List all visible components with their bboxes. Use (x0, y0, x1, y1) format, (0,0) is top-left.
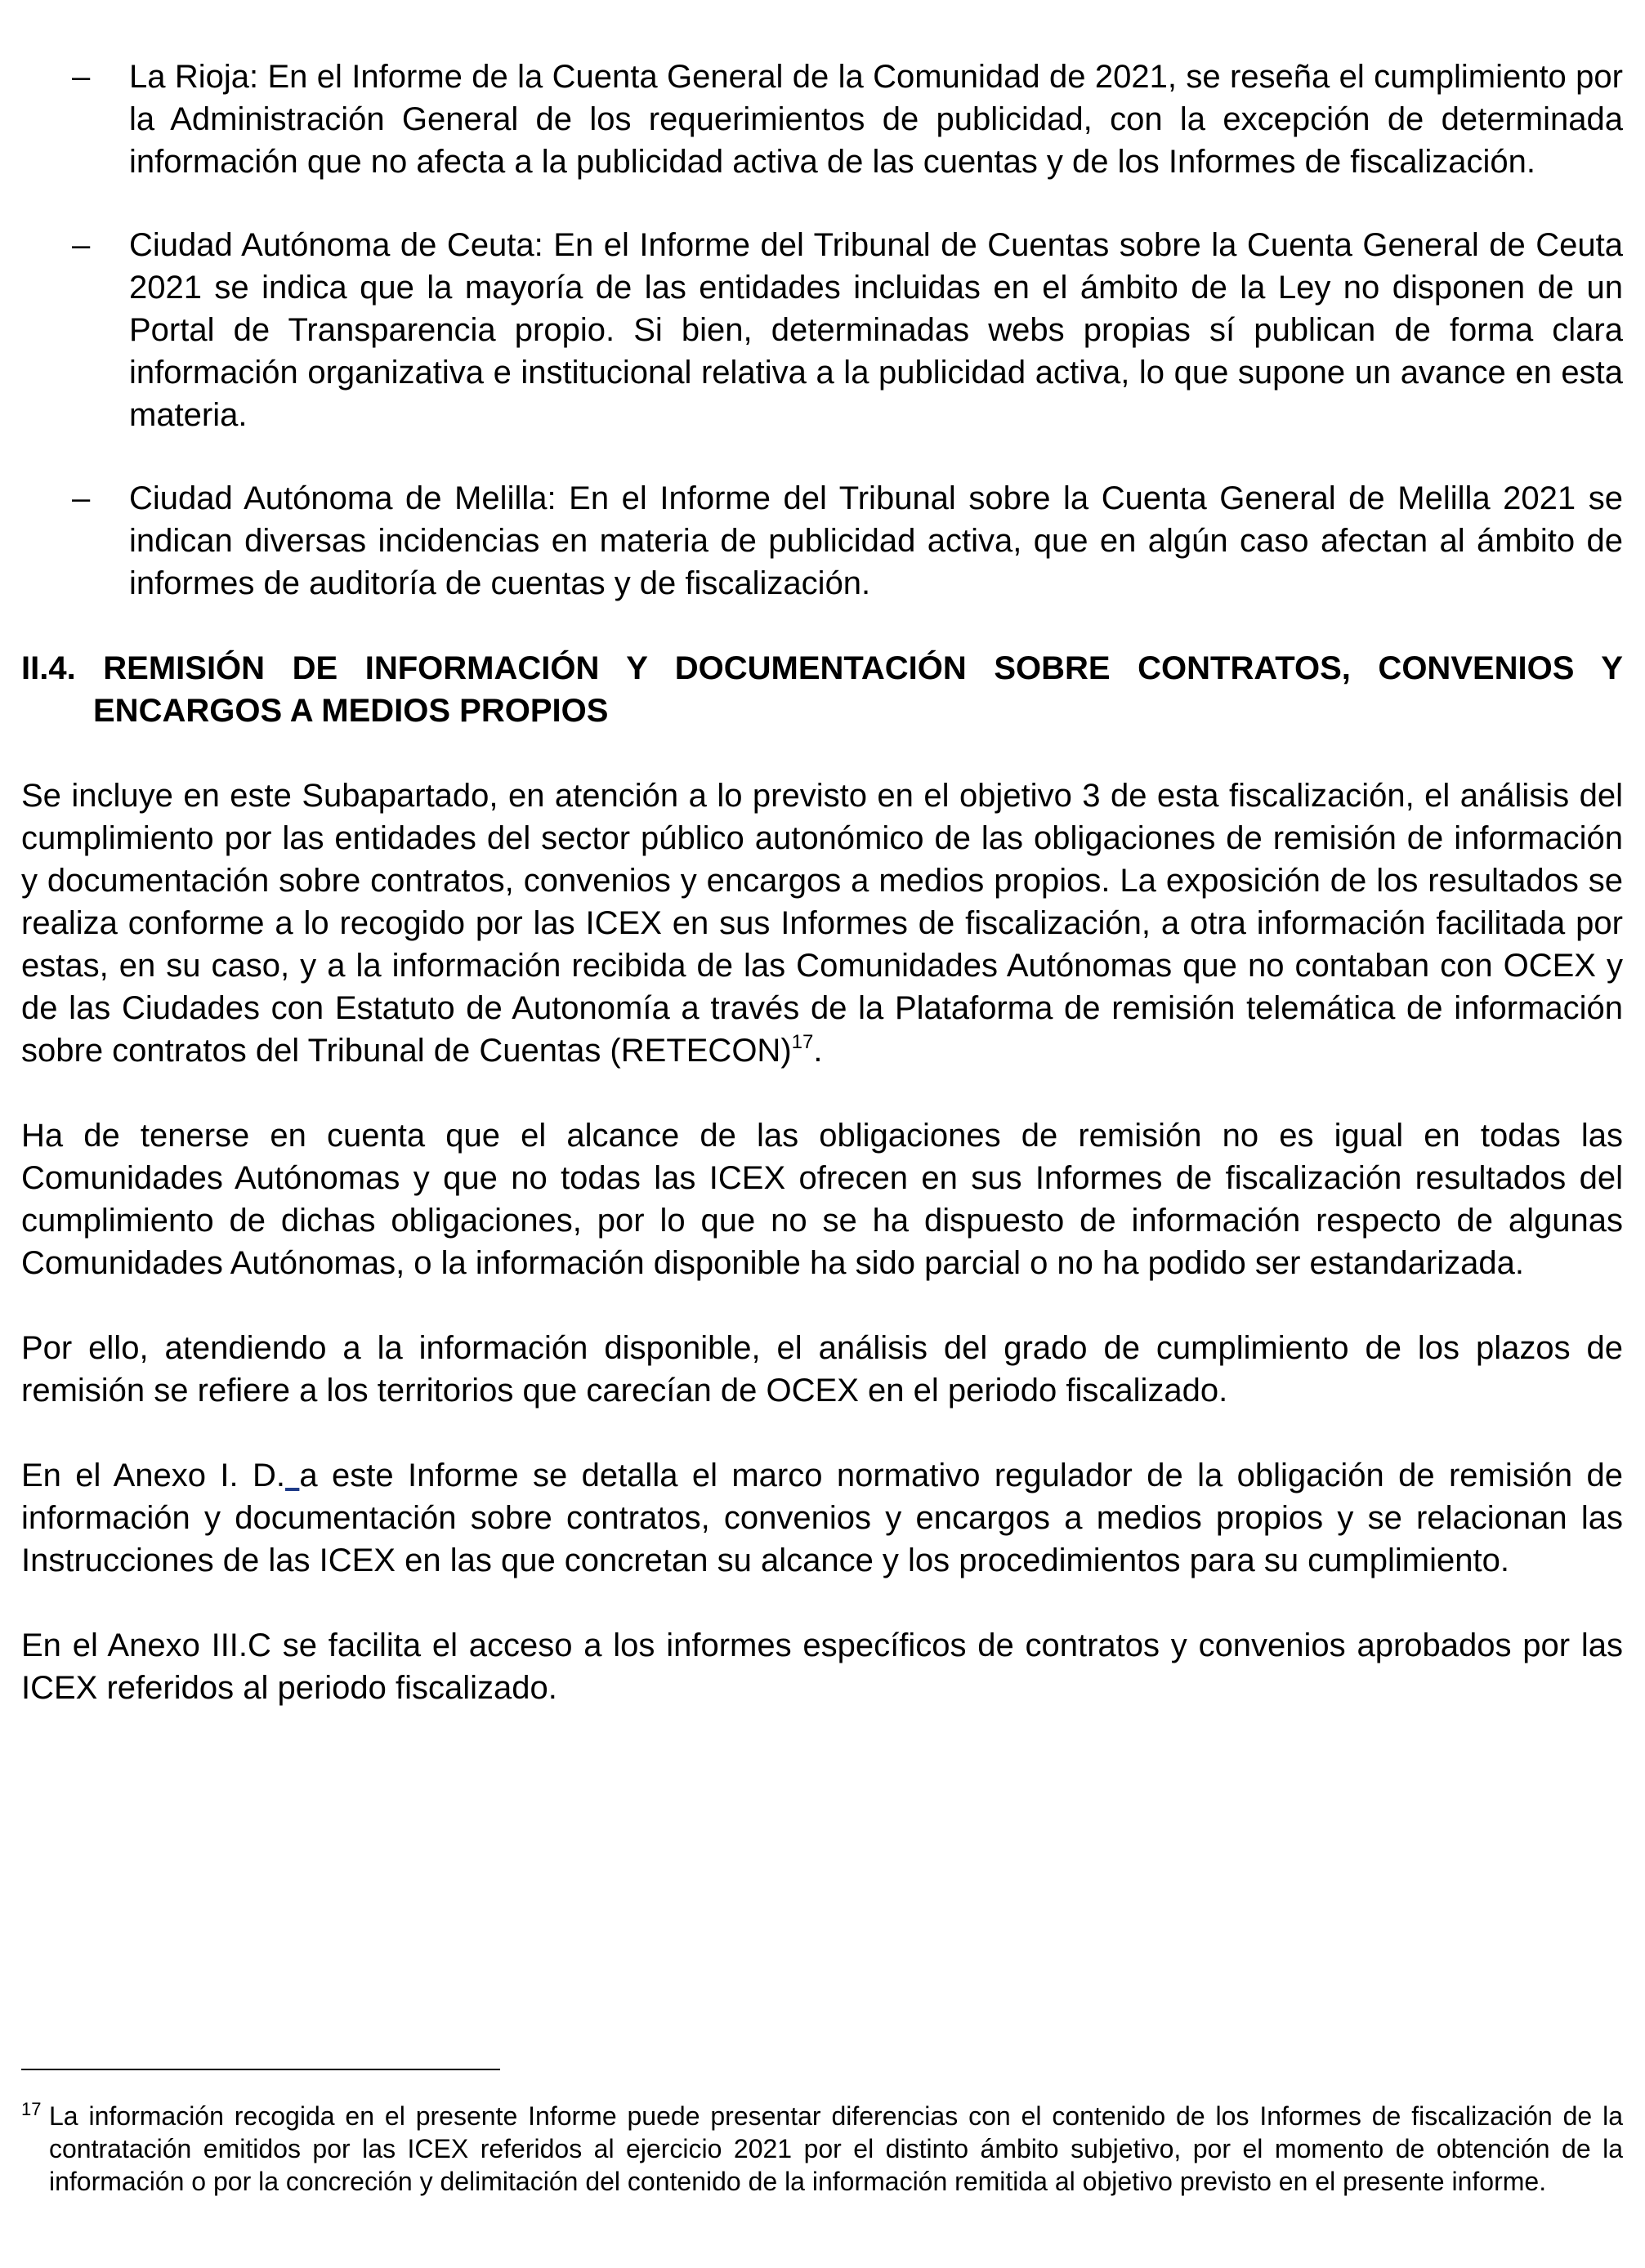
annex-i-d-reference: En el Anexo I. D. (21, 1458, 285, 1493)
document-page (21, 56, 1623, 1752)
bullet-text: Ciudad Autónoma de Melilla: En el Informe del Tribunal sobre la Cuenta General de Melilla 2021 se indican diversas incidencias en materia de publicidad activa, que en algún caso afectan al ámbito de informes de auditoría de cuentas y de fiscalización. (129, 480, 1623, 601)
bullet-item-ceuta (21, 224, 1623, 436)
footnote-text: La información recogida en el presente Informe puede presentar diferencias con el contenido de los Informes de fiscalización de la contratación emitidos por las ICEX referidos al ejercicio 2021 por el distinto ámbito subjetivo, por el momento de obtención de la información o por la concreción y delimitación del contenido de la información remitida al objetivo previsto en el presente informe. (49, 2101, 1623, 2196)
footnote (21, 2100, 1623, 2198)
section-heading (21, 647, 1623, 732)
paragraph-scope (21, 775, 1623, 1072)
annex-i-d-link[interactable] (285, 1458, 299, 1493)
paragraph-analysis: Por ello, atendiendo a la información disponible, el análisis del grado de cumplimiento de los plazos de remisión se refiere a los territorios que carecían de OCEX en el periodo fiscalizado. (21, 1330, 1623, 1409)
bullet-dash: – (72, 480, 91, 516)
paragraph-scope-end: . (813, 1033, 823, 1069)
annex-i-d-text: a este Informe se detalla el marco normativo regulador de la obligación de remisión de información y documentación sobre contratos, convenios y encargos a medios propios y se relacionan las Instrucciones de las ICEX en las que concretan su alcance y los procedimientos para su cumplimiento. (21, 1458, 1623, 1578)
section-title: REMISIÓN DE INFORMACIÓN Y DOCUMENTACIÓN SOBRE CONTRATOS, CONVENIOS Y ENCARGOS A MEDIOS PROPIOS (93, 650, 1623, 729)
footnote-mark: 17 (21, 2099, 42, 2119)
bullet-text: La Rioja: En el Informe de la Cuenta General de la Comunidad de 2021, se reseña el cumplimiento por la Administración General de los requerimientos de publicidad, con la excepción de determinada información que no afecta a la publicidad activa de las cuentas y de los Informes de fiscalización. (129, 59, 1623, 180)
bullet-dash: – (72, 227, 91, 263)
paragraph-annex-i-d (21, 1454, 1623, 1582)
bullet-item-la-rioja (21, 56, 1623, 183)
paragraph-scope-text: Se incluye en este Subapartado, en atención a lo previsto en el objetivo 3 de esta fiscalización, el análisis del cumplimiento por las entidades del sector público autonómico de las obligaciones de remisión de información y documentación sobre contratos, convenios y encargos a medios propios. La exposición de los resultados se realiza conforme a lo recogido por las ICEX en sus Informes de fiscalización, a otra información facilitada por estas, en su caso, y a la información recibida de las Comunidades Autónomas que no contaban con OCEX y de las Ciudades con Estatuto de Autonomía a través de la Plataforma de remisión telemática de información sobre contratos del Tribunal de Cuentas (RETECON) (21, 778, 1623, 1069)
paragraph-annex-iii-c: En el Anexo III.C se facilita el acceso a los informes específicos de contratos y convenios aprobados por las ICEX referidos al periodo fiscalizado. (21, 1627, 1623, 1706)
bullet-dash: – (72, 59, 91, 95)
paragraph-obligations: Ha de tenerse en cuenta que el alcance de las obligaciones de remisión no es igual en todas las Comunidades Autónomas y que no todas las ICEX ofrecen en sus Informes de fiscalización resultados del cumplimiento de dichas obligaciones, por lo que no se ha dispuesto de información respecto de algunas Comunidades Autónomas, o la información disponible ha sido parcial o no ha podido ser estandarizada. (21, 1118, 1623, 1281)
footnote-ref[interactable]: 17 (791, 1031, 814, 1053)
footnote-separator (21, 2069, 500, 2070)
bullet-item-melilla (21, 477, 1623, 605)
section-number: II.4. (21, 650, 76, 686)
bullet-text: Ciudad Autónoma de Ceuta: En el Informe del Tribunal de Cuentas sobre la Cuenta General de Ceuta 2021 se indica que la mayoría de las entidades incluidas en el ámbito de la Ley no disponen de un Portal de Transparencia propio. Si bien, determinadas webs propias sí publican de forma clara información organizativa e institucional relativa a la publicidad activa, lo que supone un avance en esta materia. (129, 227, 1623, 433)
